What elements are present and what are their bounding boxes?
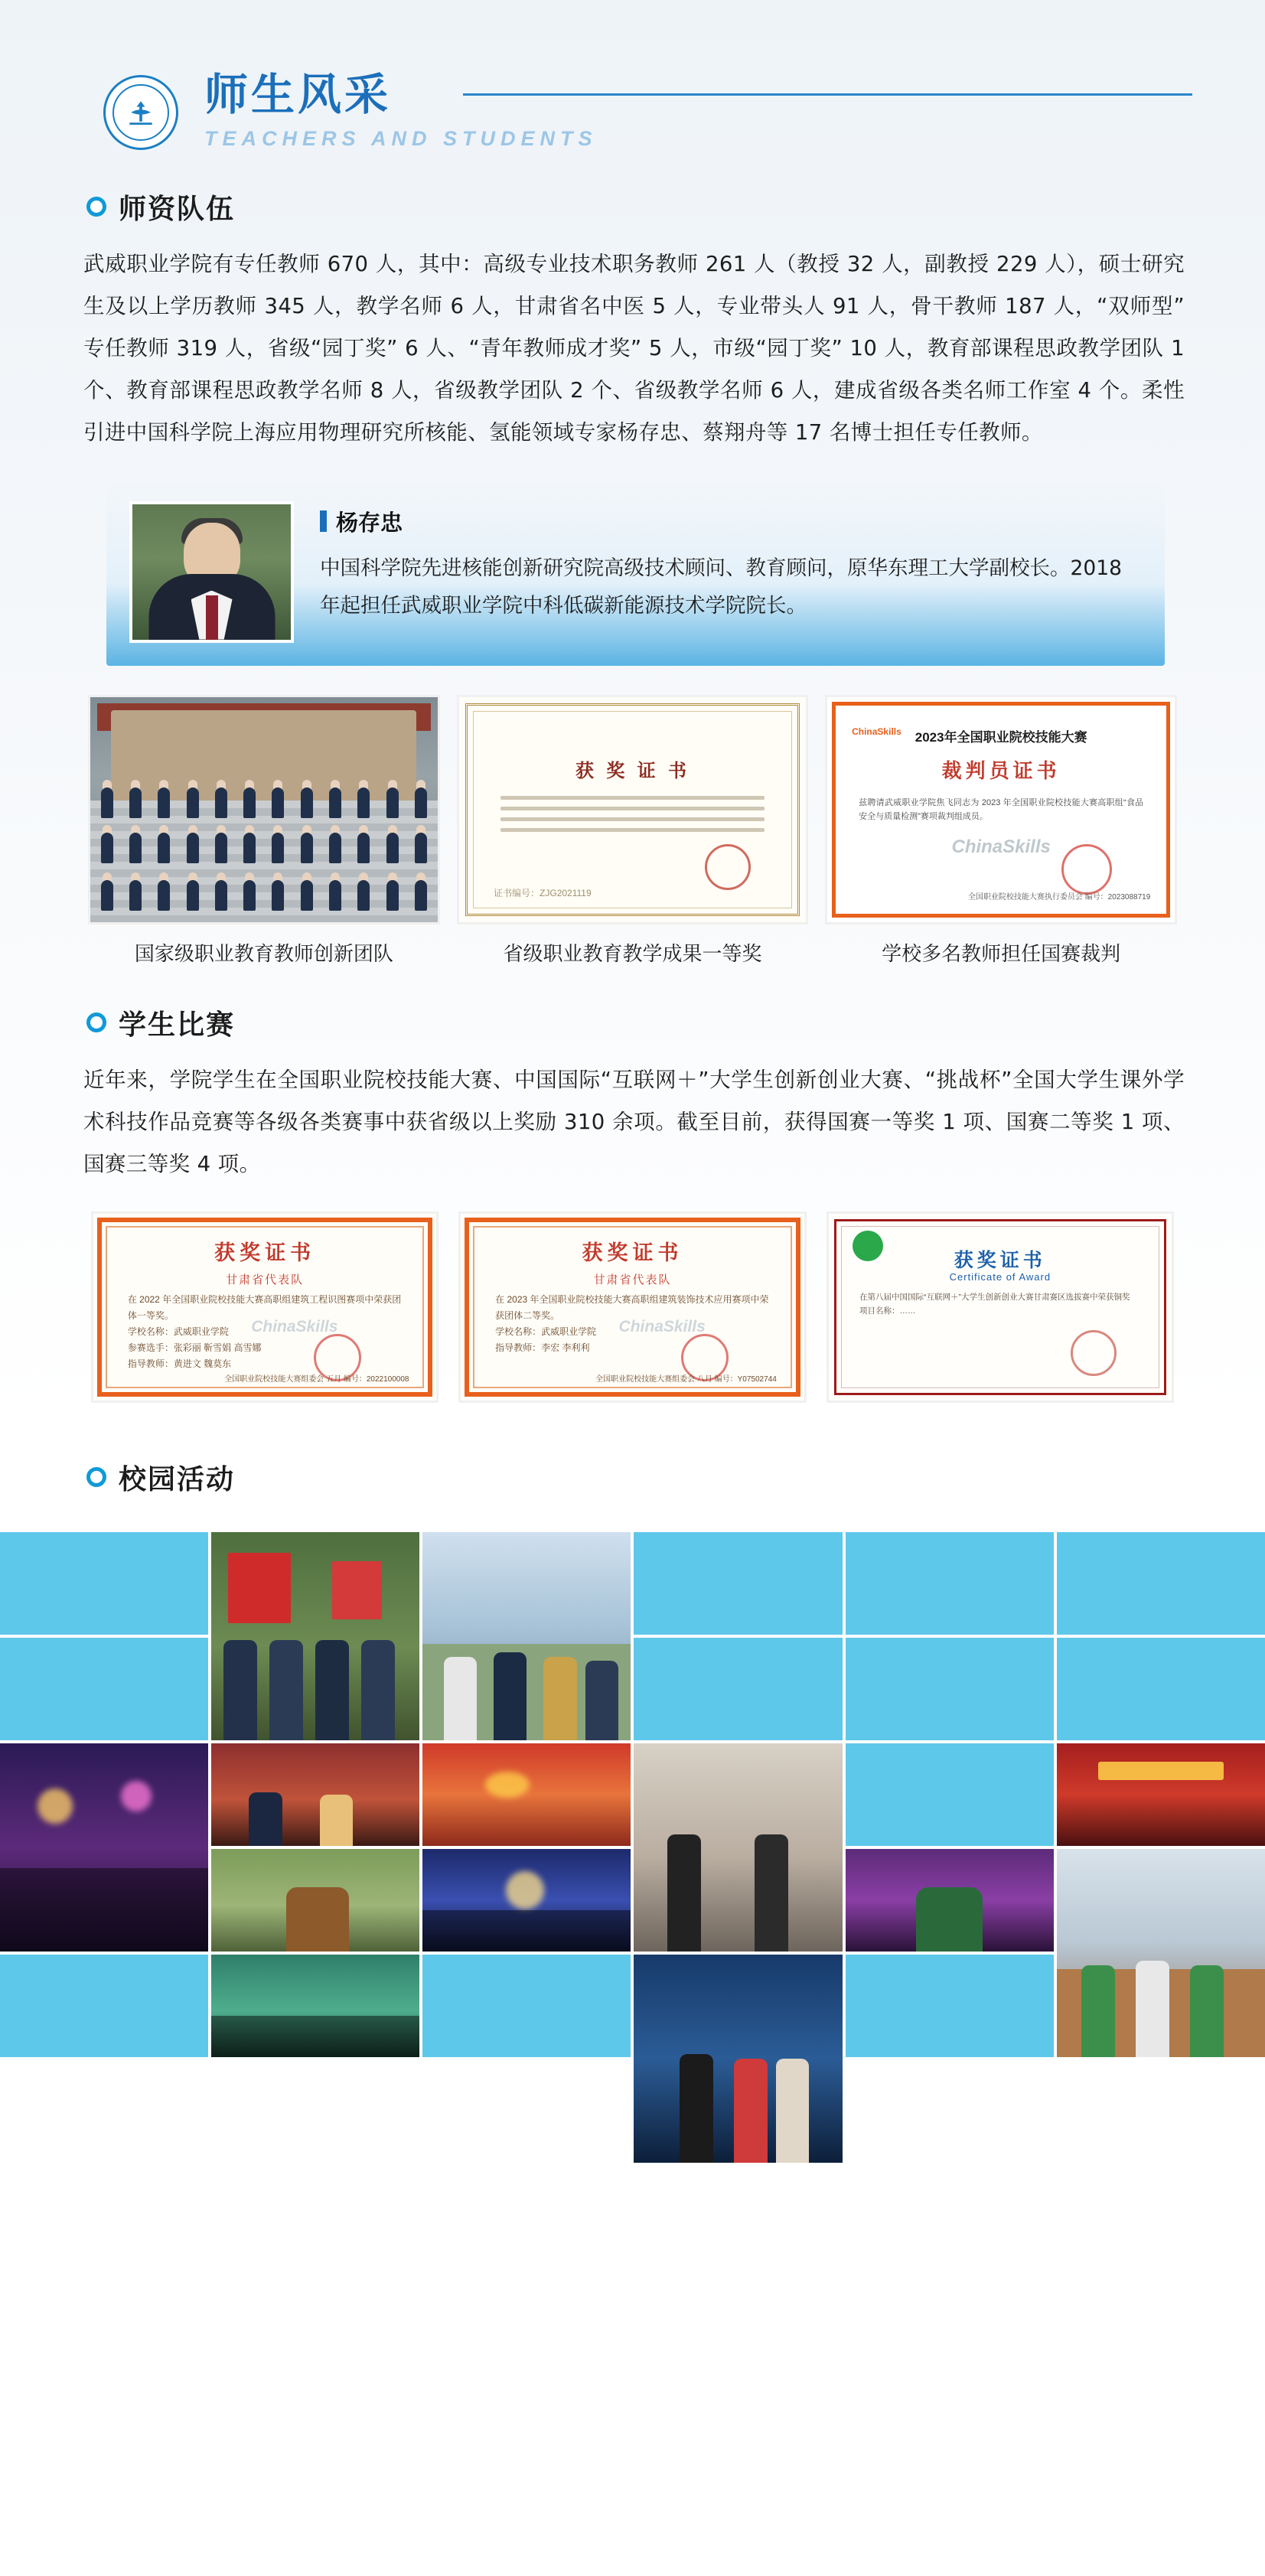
photo-provincial-certificate bbox=[457, 695, 809, 924]
cert-title: 获 奖 证 书 bbox=[575, 759, 690, 781]
mosaic-filler bbox=[422, 1955, 631, 2057]
profile-description: 中国科学院先进核能创新研究院高级技术顾问、教育顾问，原华东理工大学副校长。2018 年起担任武威职业学院中科低碳新能源技术学院院长。 bbox=[320, 556, 1122, 618]
award-subtitle: Certificate of Award bbox=[949, 1271, 1051, 1283]
photo-dragon-dance bbox=[422, 1743, 631, 1846]
award-footer: 全国职业院校技能大赛组委会 八月 编号：Y07502744 bbox=[595, 1375, 777, 1384]
gallery-caption: 省级职业教育教学成果一等奖 bbox=[503, 942, 762, 966]
photo-award-ceremony bbox=[634, 1955, 842, 2163]
section-heading-faculty bbox=[86, 187, 1192, 227]
profile-text bbox=[320, 501, 1142, 624]
cert-brand-small: ChinaSkills bbox=[852, 726, 901, 737]
bullet-icon bbox=[86, 1012, 106, 1032]
gallery-item bbox=[457, 695, 809, 967]
section-title-faculty: 师资队伍 bbox=[119, 193, 236, 225]
photo-volleyball-match bbox=[1057, 1849, 1265, 2057]
campus-photo-mosaic bbox=[0, 1532, 1265, 2163]
photo-row-front bbox=[101, 880, 427, 911]
photo-guitar-singing bbox=[211, 1849, 419, 1952]
award-title: 获奖证书 bbox=[954, 1250, 1046, 1272]
profile-name-row bbox=[320, 506, 1142, 537]
gallery-item bbox=[91, 1211, 439, 1403]
award-body bbox=[859, 1290, 1141, 1318]
name-marker-icon bbox=[320, 510, 327, 532]
gallery-item bbox=[458, 1211, 806, 1403]
photo-guzheng-performance bbox=[634, 1743, 842, 1952]
faculty-gallery bbox=[88, 695, 1177, 967]
photo-speech-contest bbox=[846, 1849, 1054, 1952]
section-heading-campus bbox=[86, 1458, 1192, 1497]
school-emblem-icon bbox=[103, 75, 178, 150]
cert-number: 证书编号：ZJG2021119 bbox=[494, 888, 592, 899]
bullet-icon bbox=[86, 197, 106, 217]
award-watermark: ChinaSkills bbox=[251, 1318, 338, 1336]
competition-paragraph: 近年来，学院学生在全国职业院校技能大赛、中国国际“互联网＋”大学生创新创业大赛、“挑战杯”全国大学生课外学术科技作品竞赛等各级各类赛事中获省级以上奖励 310 余项。截至目前，获得国赛一等奖 1 项、国赛二等奖 1 项、国赛三等奖 4 项。 bbox=[83, 1067, 1185, 1176]
cert-seal-icon bbox=[705, 844, 751, 890]
award-line-2: 学校名称：武威职业学院 bbox=[127, 1326, 229, 1338]
section-title-campus: 校园活动 bbox=[119, 1463, 236, 1495]
award-watermark: ChinaSkills bbox=[618, 1318, 706, 1336]
award-line-1: 在第八届中国国际“互联网＋”大学生创新创业大赛甘肃赛区选拔赛中荣获铜奖 bbox=[859, 1292, 1130, 1302]
page-title-en: TEACHERS AND STUDENTS bbox=[204, 126, 598, 150]
award-line-3: 指导教师：李宏 李利利 bbox=[495, 1342, 590, 1354]
photo-gala-stage bbox=[0, 1743, 208, 1952]
faculty-paragraph: 武威职业学院有专任教师 670 人，其中：高级专业技术职务教师 261 人（教授 32 人，副教授 229 人），硕士研究生及以上学历教师 345 人，教学名师 6 人，甘肃省名中医 5 人，专业带头人 91 人，骨干教师 187 人，“双师型”专任教师 319 人，省级“园丁奖” 6 人、“青年教师成才奖” 5 人，市级“园丁奖” 10 人，教育部课程思政教学团队 1 个、教育部课程思政教学名师 8 人，省级教学团队 2 个、省级教学名师 6 人，建成省级各类名师工作室 4 个。柔性引进中国科学院上海应用物理研究所核能、氢能领域专家杨存忠、蔡翔舟等 17 名博士担任专任教师。 bbox=[83, 251, 1185, 445]
profile-card-yangcunzhong bbox=[106, 481, 1165, 666]
photo-row-mid bbox=[101, 833, 427, 863]
gallery-item bbox=[88, 695, 440, 967]
mosaic-filler bbox=[846, 1743, 1054, 1846]
mosaic-filler bbox=[0, 1638, 208, 1740]
award-line-4: 指导教师：黄进文 魏莫东 bbox=[127, 1358, 232, 1370]
cert-subtitle: 2023年全国职业院校技能大赛 bbox=[915, 729, 1087, 745]
flag-icon bbox=[332, 1561, 382, 1619]
emblem-glyph bbox=[124, 97, 158, 131]
award-subtitle: 甘肃省代表队 bbox=[226, 1273, 305, 1287]
page-title: 师生风采 bbox=[204, 70, 391, 120]
profile-name: 杨存忠 bbox=[336, 509, 403, 536]
photo-award-bronze bbox=[826, 1211, 1174, 1403]
mosaic-filler bbox=[846, 1638, 1054, 1740]
photo-chorus-stage bbox=[422, 1849, 631, 1952]
photo-new-year-gala bbox=[1057, 1743, 1265, 1846]
award-footer: 全国职业院校技能大赛组委会 五月 编号：2022100008 bbox=[224, 1375, 409, 1384]
mosaic-filler bbox=[634, 1532, 842, 1635]
gallery-caption: 国家级职业教育教师创新团队 bbox=[134, 942, 393, 966]
cert-body: 兹聘请武威职业学院焦飞同志为 2023 年全国职业院校技能大赛高职组“食品安全与质量检测”赛项裁判组成员。 bbox=[859, 797, 1144, 821]
photo-tie bbox=[206, 595, 218, 640]
photo-teacher-team bbox=[88, 695, 440, 924]
award-line-1: 在 2022 年全国职业院校技能大赛高职组建筑工程识图赛项中荣获团体一等奖。 bbox=[127, 1294, 402, 1322]
photo-stage-performance bbox=[211, 1743, 419, 1846]
cert-footer: 全国职业院校技能大赛执行委员会 编号：2023088719 bbox=[967, 893, 1151, 902]
bullet-icon bbox=[86, 1467, 106, 1487]
flag-icon bbox=[228, 1553, 291, 1623]
mosaic-filler bbox=[0, 1532, 208, 1635]
photo-outdoor-gala bbox=[211, 1955, 419, 2057]
award-seal-icon bbox=[1071, 1330, 1117, 1376]
cert-title: 裁判员证书 bbox=[941, 758, 1061, 782]
award-line-2: 学校名称：武威职业学院 bbox=[495, 1326, 597, 1338]
header-titles bbox=[204, 70, 1192, 151]
mosaic-filler bbox=[1057, 1532, 1265, 1635]
award-title: 获奖证书 bbox=[214, 1241, 316, 1264]
award-line-3: 参赛选手：张彩丽 靳雪娟 高雪娜 bbox=[127, 1342, 262, 1354]
section-heading-competition bbox=[86, 1003, 1192, 1042]
mosaic-filler bbox=[0, 1955, 208, 2057]
gallery-caption: 学校多名教师担任国赛裁判 bbox=[882, 942, 1121, 966]
mosaic-filler bbox=[846, 1955, 1054, 2057]
mosaic-filler bbox=[1057, 1638, 1265, 1740]
photo-award-second-prize bbox=[458, 1211, 806, 1403]
mosaic-filler bbox=[846, 1532, 1054, 1635]
award-subtitle: 甘肃省代表队 bbox=[593, 1273, 672, 1287]
cert-watermark: ChinaSkills bbox=[951, 836, 1051, 857]
bottom-spacer bbox=[73, 2163, 1192, 2255]
competition-gallery bbox=[91, 1211, 1174, 1403]
photo-award-first-prize bbox=[91, 1211, 439, 1403]
mosaic-filler bbox=[634, 1638, 842, 1740]
cert-lines bbox=[500, 796, 765, 839]
photo-flag-ceremony bbox=[211, 1532, 419, 1740]
photo-row-back bbox=[101, 787, 427, 818]
award-title: 获奖证书 bbox=[582, 1241, 683, 1264]
header-divider bbox=[463, 93, 1192, 96]
photo-judge-certificate bbox=[825, 695, 1177, 924]
page-header bbox=[73, 0, 1192, 151]
award-line-1: 在 2023 年全国职业院校技能大赛高职组建筑装饰技术应用赛项中荣获团体二等奖。 bbox=[495, 1294, 769, 1322]
gallery-item bbox=[825, 695, 1177, 967]
gallery-item bbox=[826, 1211, 1174, 1403]
profile-photo bbox=[129, 501, 294, 643]
award-line-2: 项目名称：…… bbox=[859, 1306, 916, 1316]
photo-sports-meeting bbox=[422, 1532, 631, 1740]
competition-logo-icon bbox=[853, 1231, 883, 1261]
section-title-competition: 学生比赛 bbox=[119, 1009, 236, 1041]
